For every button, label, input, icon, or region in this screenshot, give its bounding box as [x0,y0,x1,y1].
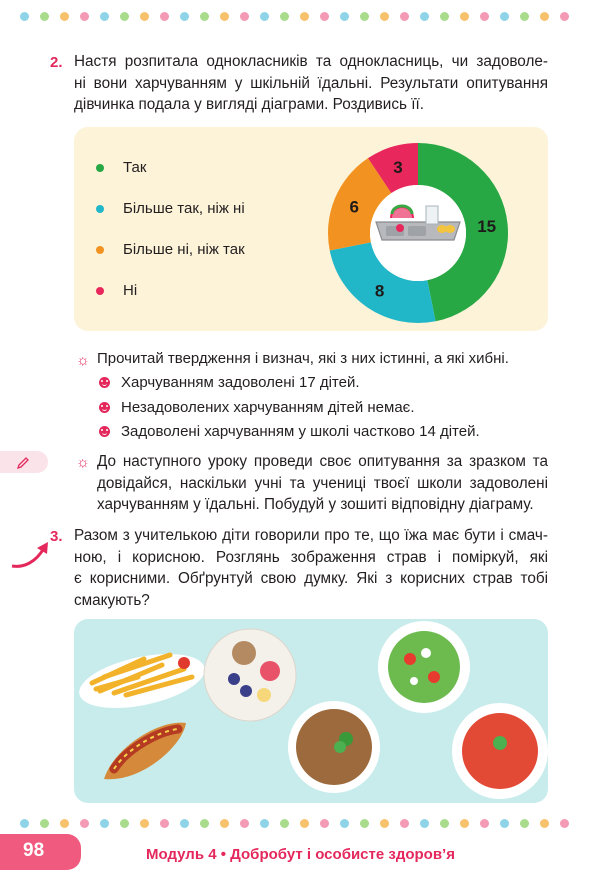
legend-item [96,282,137,299]
activity-2-line: довідайся, наскільки учні та учениці твоєї школи задоволені [97,474,548,492]
decorative-dot [500,12,509,21]
decorative-dot [400,12,409,21]
task-3-line: Разом з учителькою діти говорили про те, що їжа має бути і смач- [74,527,548,544]
decorative-dot [480,12,489,21]
statement: Незадоволених харчуванням дітей немає. [121,399,415,416]
arrow-icon [10,540,52,570]
decorative-dot [420,12,429,21]
decorative-dot [120,12,129,21]
buckwheat-bowl-icon [288,701,380,793]
food-dishes-illustration [74,619,548,803]
legend-marker [96,164,104,172]
decorative-dot [440,819,449,828]
decorative-dot [540,12,549,21]
french-fries-icon [74,644,209,718]
decorative-dot [180,12,189,21]
decorative-dot [520,819,529,828]
task-2-text [74,51,548,116]
donut-value-label: 15 [477,217,497,237]
activity-2-line: харчуванням у їдальні. Побудуй у зошиті відповідну діаграму. [97,496,534,513]
decorative-dot [280,12,289,21]
task-3-line: є корисними. Обґрунтуй свою думку. Які з корисних страв тобі [74,570,548,587]
decorative-dot [460,819,469,828]
decorative-dot [300,12,309,21]
activity-2-line: До наступного уроку проведи своє опитування за зразком та [97,453,548,470]
decorative-dot [340,12,349,21]
donut-value-label: 8 [374,281,385,301]
sun-icon: ☼ [76,352,90,369]
decorative-dot [440,12,449,21]
decorative-dot [520,12,529,21]
smile-icon [99,377,110,388]
task-3-line: ною, і корисною. Розглянь зображення страв і поміркуй, які [74,548,548,566]
decorative-dot [380,819,389,828]
decorative-dot [300,819,309,828]
decorative-dot [320,819,329,828]
decorative-dot [200,819,209,828]
decorative-dot [60,12,69,21]
decorative-dot [540,819,549,828]
activity-2-text [97,451,548,516]
decorative-dot [240,819,249,828]
legend-item [96,241,245,258]
legend-label: Так [123,159,147,176]
decorative-dot [220,12,229,21]
task-2-number: 2. [50,54,63,71]
hot-dog-icon [104,723,186,780]
decorative-dot [100,819,109,828]
decorative-dot [360,819,369,828]
decorative-dot [160,819,169,828]
legend-marker [96,205,104,213]
decorative-dot [100,12,109,21]
decorative-dot [140,12,149,21]
smile-icon [99,402,110,413]
task-2-line: дівчинка подала у вигляді діаграми. Роздивись її. [74,96,424,113]
module-title: Модуль 4 • Добробут і особисте здоров’я [146,846,455,863]
decorative-dot [20,12,29,21]
smile-icon [99,426,110,437]
decorative-dot [140,819,149,828]
donut-value-label: 3 [393,157,403,177]
decorative-dot [260,12,269,21]
legend-marker [96,287,104,295]
decorative-dot [240,12,249,21]
bottom-dot-border [20,819,580,829]
decorative-dot [320,12,329,21]
decorative-dot [160,12,169,21]
legend-label: Більше ні, ніж так [123,241,245,258]
task-2-line: Настя розпитала однокласників та однокласниць, чи задоволе- [74,53,548,70]
decorative-dot [80,12,89,21]
decorative-dot [560,12,569,21]
task-3-line: смакують? [74,591,150,609]
task-2-line: ні вони харчуванням у шкільній їдальні. Результати опитування [74,74,548,92]
decorative-dot [220,819,229,828]
decorative-dot [460,12,469,21]
decorative-dot [380,12,389,21]
salad-bowl-icon [378,621,470,713]
yogurt-bowl-icon [204,629,296,721]
legend-item [96,159,146,176]
statement: Харчуванням задоволені 17 дітей. [121,374,360,391]
decorative-dot [280,819,289,828]
legend-marker [96,246,104,254]
decorative-dot [260,819,269,828]
decorative-dot [340,819,349,828]
soup-bowl-icon [452,703,548,799]
decorative-dot [500,819,509,828]
decorative-dot [420,819,429,828]
sun-icon: ☼ [76,454,90,471]
decorative-dot [40,819,49,828]
legend-item [96,200,245,217]
decorative-dot [200,12,209,21]
decorative-dot [480,819,489,828]
decorative-dot [40,12,49,21]
legend-label: Більше так, ніж ні [123,200,245,217]
decorative-dot [120,819,129,828]
decorative-dot [80,819,89,828]
decorative-dot [560,819,569,828]
page-number: 98 [23,840,45,861]
food-tray-icon [370,202,466,246]
legend-label: Ні [123,282,138,299]
donut-value-label: 6 [349,197,359,217]
top-dot-border [20,12,580,22]
decorative-dot [60,819,69,828]
statement: Задоволені харчуванням у школі частково 14 дітей. [121,423,480,440]
pencil-icon [16,456,30,470]
decorative-dot [180,819,189,828]
decorative-dot [360,12,369,21]
decorative-dot [400,819,409,828]
food-dishes-image [74,619,548,803]
task-3-text [74,525,548,611]
task-3-number: 3. [50,528,63,545]
activity-1-prompt: Прочитай твердження і визнач, які з них істинні, а які хибні. [97,350,509,367]
decorative-dot [20,819,29,828]
